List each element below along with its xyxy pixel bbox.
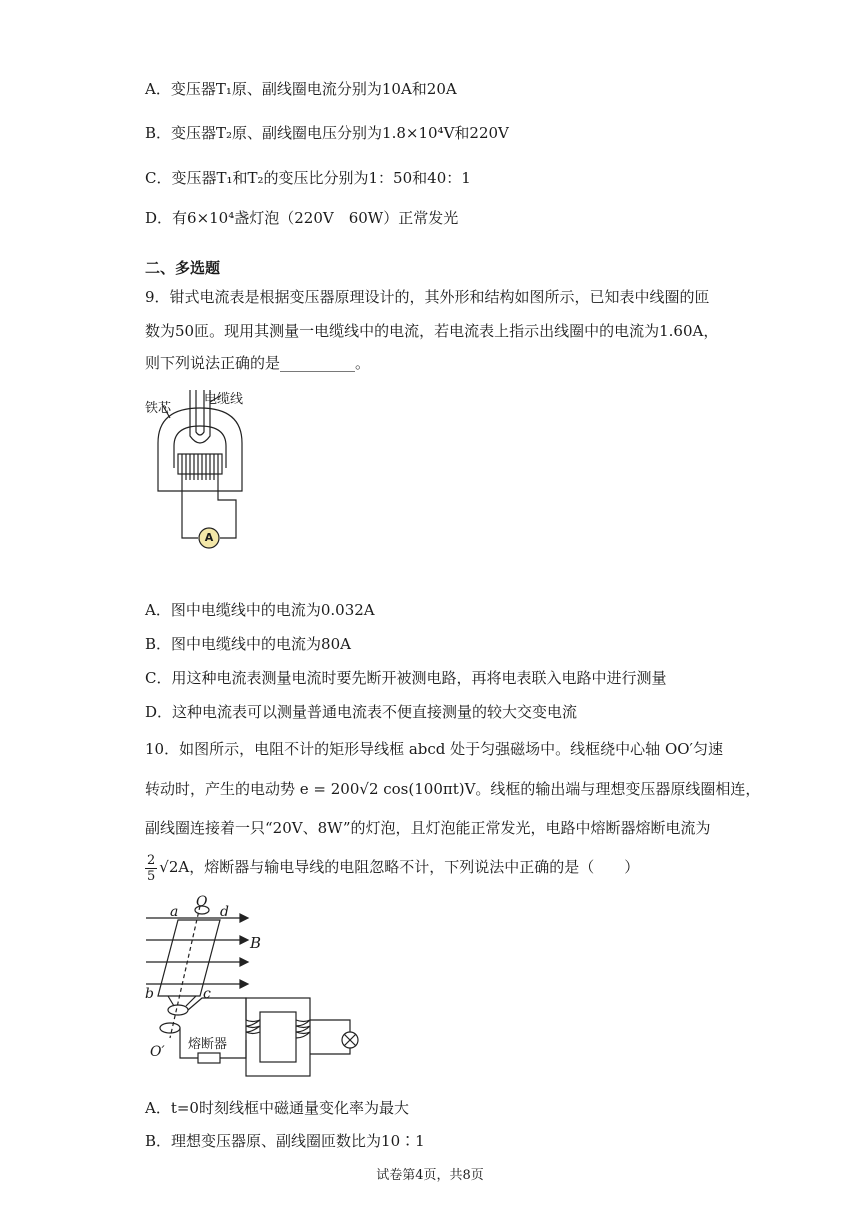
q10-label-o: O — [196, 894, 208, 910]
q10-fuse-label: 熔断器 — [188, 1037, 228, 1052]
q10-text-line1: 10．如图所示，电阻不计的矩形导线框 abcd 处于匀强磁场中。线框绕中心轴 OO′匀速 — [145, 740, 723, 758]
q10-option-b: B．理想变压器原、副线圈匝数比为10∶1 — [145, 1132, 425, 1150]
q9-text-line3: 则下列说法正确的是__________。 — [145, 354, 371, 372]
q8-option-c: C．变压器T₁和T₂的变压比分别为1：50和40：1 — [145, 169, 471, 187]
section-title-multiple-choice: 二、多选题 — [145, 260, 221, 277]
q9-option-a: A．图中电缆线中的电流为0.032A — [145, 601, 375, 619]
q9-text-line2: 数为50匝。现用其测量一电缆线中的电流，若电流表上指示出线圈中的电流为1.60A， — [145, 322, 719, 340]
q10-label-b: b — [145, 986, 154, 1002]
fraction-numerator: 2 — [147, 852, 156, 868]
q10-label-o-prime: O′ — [150, 1044, 165, 1060]
q10-circuit-figure — [140, 898, 380, 1083]
q10-fuse-current-fraction — [145, 853, 157, 884]
q9-option-d: D．这种电流表可以测量普通电流表不便直接测量的较大交变电流 — [145, 703, 578, 721]
q9-text-line1: 9．钳式电流表是根据变压器原理设计的，其外形和结构如图所示，已知表中线圈的匝 — [145, 288, 710, 306]
q8-option-a: A．变压器T₁原、副线圈电流分别为10A和20A — [145, 80, 457, 98]
q9-figure-core-label: 铁芯 — [145, 401, 172, 416]
q10-text-line2: 转动时，产生的电动势 e = 200√2 cos(100πt)V。线框的输出端与理想变压器原线圈相连， — [145, 780, 761, 798]
q10-label-d: d — [220, 904, 229, 920]
q8-option-b: B．变压器T₂原、副线圈电压分别为1.8×10⁴V和220V — [145, 124, 509, 142]
q9-option-b: B．图中电缆线中的电流为80A — [145, 635, 351, 653]
q9-figure-ammeter-label: A — [204, 531, 214, 544]
q9-option-c: C．用这种电流表测量电流时要先断开被测电路，再将电表联入电路中进行测量 — [145, 669, 667, 687]
q10-text-line3: 副线圈连接着一只“20V、8W”的灯泡，且灯泡能正常发光，电路中熔断器熔断电流为 — [145, 819, 711, 837]
q10-text-line4 — [145, 852, 639, 884]
q10-label-field-b: B — [250, 934, 262, 952]
q8-option-d: D．有6×10⁴盏灯泡（220V 60W）正常发光 — [145, 209, 459, 227]
q10-label-a: a — [170, 904, 179, 920]
q10-option-a: A．t=0时刻线框中磁通量变化率为最大 — [145, 1099, 409, 1117]
q10-text-line4-rest: √2A，熔断器与输电导线的电阻忽略不计，下列说法中正确的是（ ） — [159, 858, 640, 876]
q9-figure-cable-label: 电缆线 — [204, 392, 244, 407]
fraction-denominator: 5 — [147, 868, 156, 884]
q10-label-c: c — [203, 986, 211, 1002]
page-footer: 试卷第4页，共8页 — [376, 1168, 484, 1183]
